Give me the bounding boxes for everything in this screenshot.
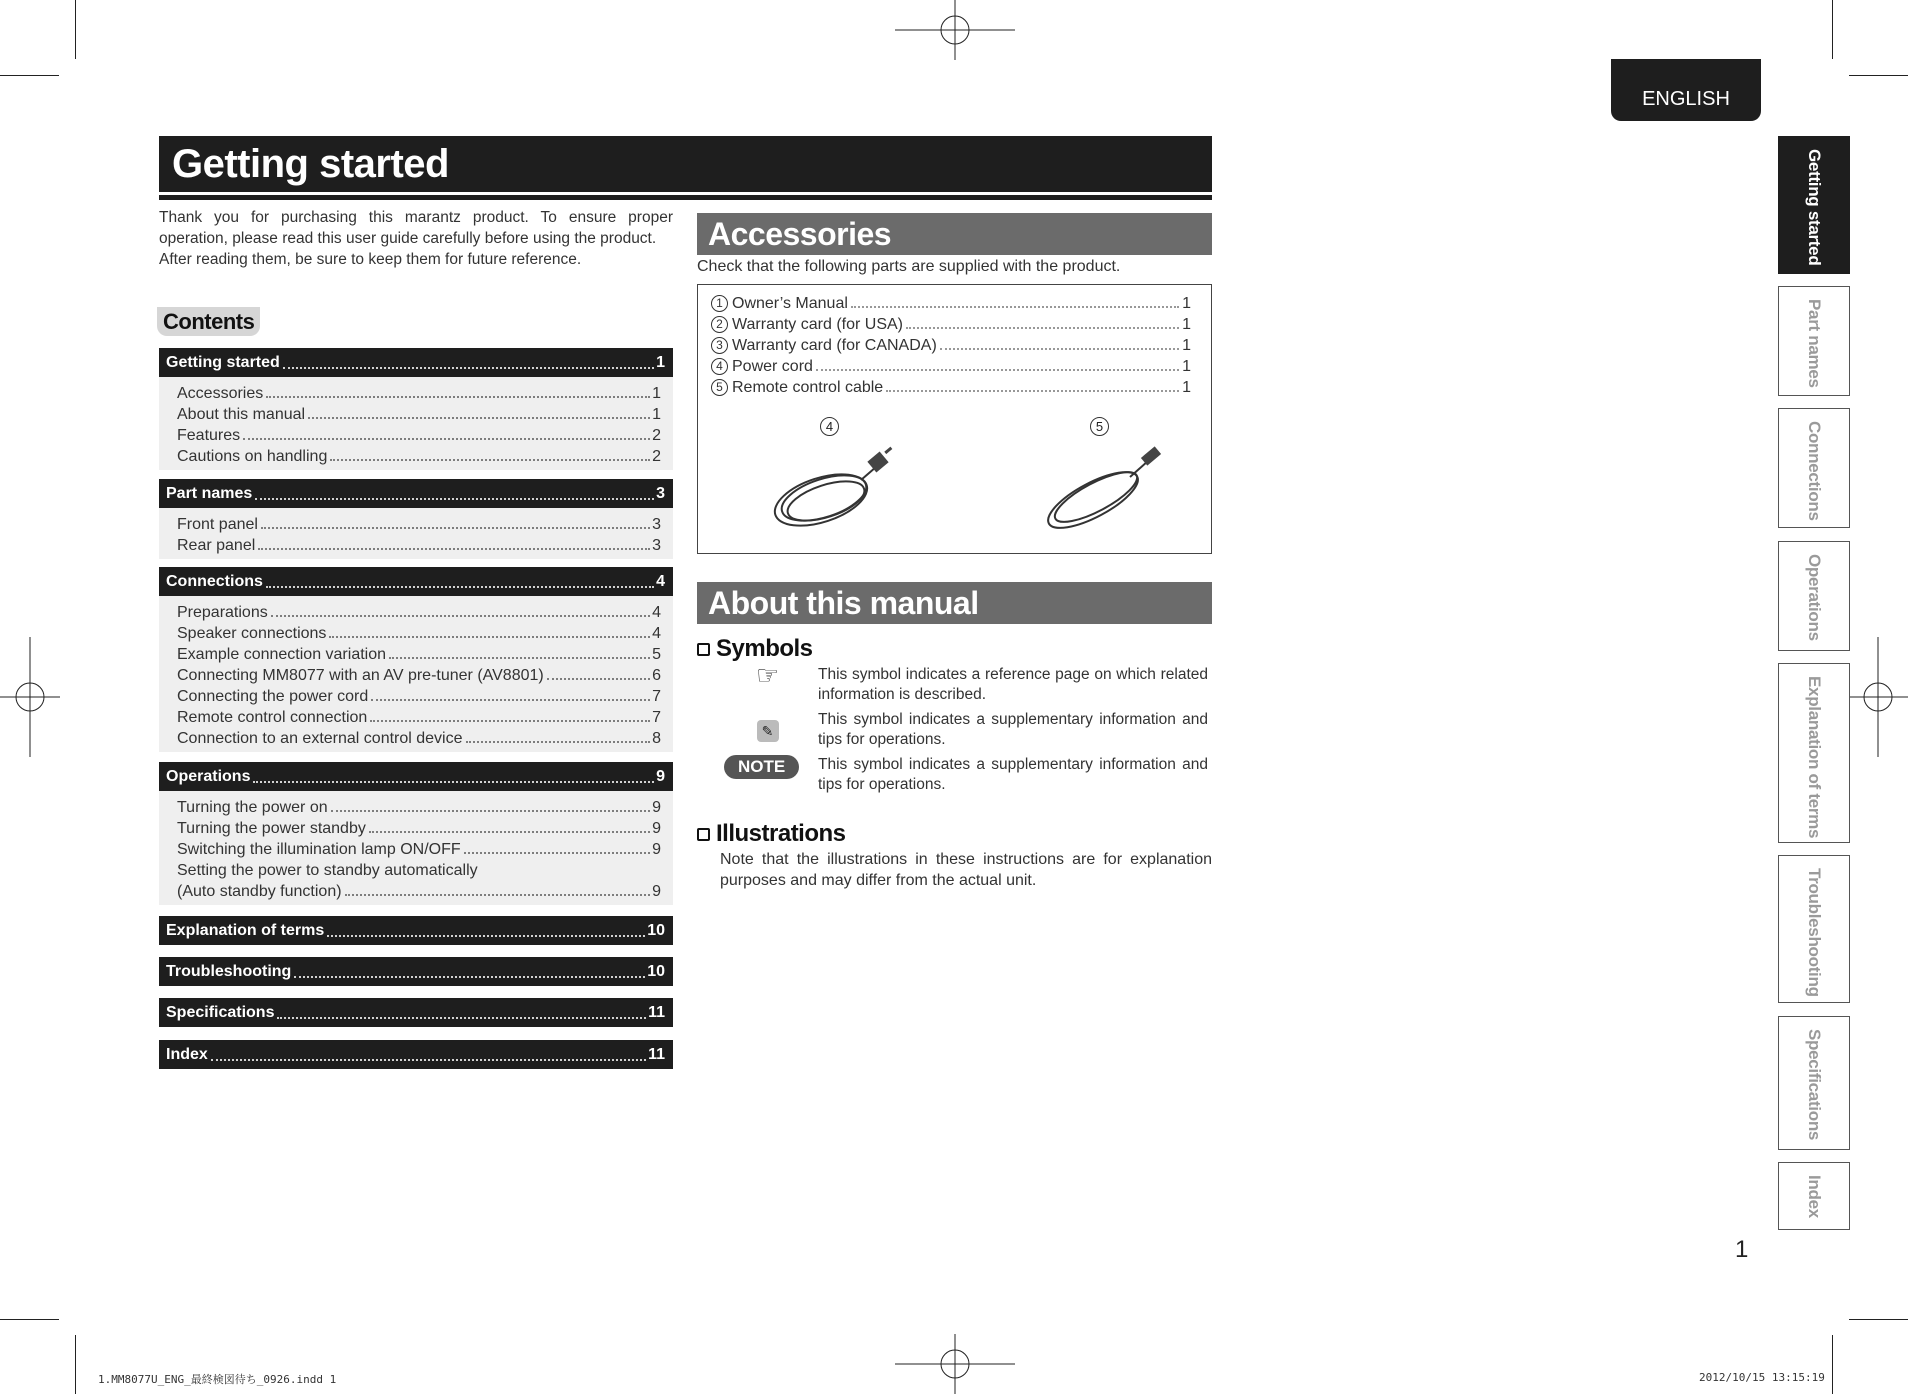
- toc-item[interactable]: Front panel 3: [177, 516, 661, 533]
- toc-item[interactable]: Connection to an external control device 8: [177, 730, 661, 747]
- intro-paragraph: After reading them, be sure to keep them for future reference.: [159, 251, 582, 268]
- toc-item[interactable]: Turning the power on 9: [177, 799, 661, 816]
- symbol-row: [717, 660, 1208, 705]
- toc-section-title: Index: [166, 1045, 208, 1063]
- toc-section-title: Troubleshooting: [166, 962, 292, 980]
- toc-page-number: 11: [648, 1045, 665, 1063]
- toc-item[interactable]: Accessories 1: [177, 385, 661, 402]
- symbol-description: This symbol indicates a supplementary information and tips for operations.: [818, 711, 1208, 748]
- side-tab-operations[interactable]: Operations: [1778, 541, 1850, 651]
- side-tab-connections[interactable]: Connections: [1778, 408, 1850, 528]
- toc-section-troubleshooting: [159, 957, 673, 986]
- toc-item[interactable]: Remote control connection 7: [177, 709, 661, 726]
- toc-page-number: 1: [656, 353, 665, 371]
- language-tab: ENGLISH: [1611, 59, 1761, 121]
- remote-cable-label: 5: [1090, 417, 1109, 436]
- page-number: 1: [1735, 1236, 1749, 1263]
- illustrations-heading: Illustrations: [697, 820, 846, 848]
- toc-page-number: 3: [656, 484, 665, 502]
- toc-section-header[interactable]: [159, 762, 673, 791]
- toc-section-header[interactable]: [159, 957, 673, 986]
- pencil-note-icon: ✎: [757, 720, 779, 742]
- toc-section-header[interactable]: [159, 479, 673, 508]
- toc-item[interactable]: Switching the illumination lamp ON/OFF 9: [177, 841, 661, 858]
- toc-page-number: 10: [647, 921, 665, 939]
- accessories-box: [697, 284, 1212, 554]
- remote-cable-illustration: [1038, 445, 1168, 535]
- intro-text: [159, 207, 673, 270]
- registration-mark-left: [0, 637, 60, 757]
- toc-section-header[interactable]: [159, 916, 673, 945]
- pointing-hand-icon: ☞: [755, 660, 780, 690]
- toc-page-number: 9: [656, 767, 665, 785]
- intro-paragraph: Thank you for purchasing this marantz product. To ensure proper operation, please read this user guide carefully before using the product.: [159, 209, 673, 247]
- registration-mark-bottom: [895, 1334, 1015, 1394]
- symbol-description: This symbol indicates a supplementary information and tips for operations.: [818, 756, 1208, 793]
- toc-page-number: 11: [648, 1003, 665, 1021]
- toc-section-index: [159, 1040, 673, 1069]
- toc-section-title: Getting started: [166, 353, 280, 371]
- toc-section-header[interactable]: [159, 1040, 673, 1069]
- side-tab-specifications[interactable]: Specifications: [1778, 1016, 1850, 1150]
- side-tab-explanation-of-terms[interactable]: Explanation of terms: [1778, 663, 1850, 843]
- contents-label: Contents: [157, 307, 260, 336]
- side-tab-index[interactable]: Index: [1778, 1162, 1850, 1230]
- toc-item[interactable]: About this manual 1: [177, 406, 661, 423]
- accessories-intro: Check that the following parts are supplied with the product.: [697, 258, 1121, 275]
- page-title: Getting started: [159, 136, 1212, 192]
- toc-section-header[interactable]: [159, 348, 673, 377]
- side-tab-troubleshooting[interactable]: Troubleshooting: [1778, 855, 1850, 1003]
- toc-item[interactable]: Features 2: [177, 427, 661, 444]
- toc-item[interactable]: Preparations 4: [177, 604, 661, 621]
- toc-section-title: Connections: [166, 572, 263, 590]
- toc-item[interactable]: Connecting MM8077 with an AV pre-tuner (AV8801) 6: [177, 667, 661, 684]
- accessory-item: 1 Owner’s Manual 1: [711, 293, 1191, 314]
- toc-section-header[interactable]: [159, 567, 673, 596]
- accessory-item: 5 Remote control cable 1: [711, 377, 1191, 398]
- toc-item[interactable]: Rear panel 3: [177, 537, 661, 554]
- accessories-title: Accessories: [697, 213, 1212, 255]
- registration-mark-top: [895, 0, 1015, 60]
- power-cord-illustration: [766, 445, 901, 535]
- side-tab-getting-started[interactable]: Getting started: [1778, 136, 1850, 274]
- toc-section-getting-started: [159, 348, 673, 470]
- accessory-item: 4 Power cord 1: [711, 356, 1191, 377]
- toc-item[interactable]: Speaker connections 4: [177, 625, 661, 642]
- toc-page-number: 4: [656, 572, 665, 590]
- toc-item[interactable]: Turning the power standby 9: [177, 820, 661, 837]
- toc-section-title: Operations: [166, 767, 251, 785]
- toc-section-explanation-of-terms: [159, 916, 673, 945]
- toc-section-title: Part names: [166, 484, 253, 502]
- toc-section-connections: [159, 567, 673, 752]
- footer-file: 1.MM8077U_ENG_最終検図待ち_0926.indd 1: [98, 1373, 337, 1386]
- accessory-item: 2 Warranty card (for USA) 1: [711, 314, 1191, 335]
- note-badge: NOTE: [724, 755, 799, 779]
- toc-item[interactable]: (Auto standby function) 9: [177, 883, 661, 900]
- symbols-heading: Symbols: [697, 635, 813, 663]
- toc-section-operations: [159, 762, 673, 905]
- toc-item[interactable]: Example connection variation 5: [177, 646, 661, 663]
- symbol-row: [717, 710, 1208, 750]
- toc-section-header[interactable]: [159, 998, 673, 1027]
- toc-item-line[interactable]: Setting the power to standby automatically: [177, 862, 478, 879]
- toc-section-part-names: [159, 479, 673, 559]
- toc-section-title: Explanation of terms: [166, 921, 325, 939]
- illustrations-text: Note that the illustrations in these instructions are for explanation purposes and may differ from the actual unit.: [720, 851, 1212, 889]
- toc-page-number: 10: [647, 962, 665, 980]
- footer-timestamp: 2012/10/15 13:15:19: [1699, 1371, 1825, 1384]
- registration-mark-right: [1848, 637, 1908, 757]
- about-title: About this manual: [697, 582, 1212, 624]
- toc-section-specifications: [159, 998, 673, 1027]
- side-tab-part-names[interactable]: Part names: [1778, 286, 1850, 396]
- title-rule: [159, 195, 1212, 200]
- power-cord-label: 4: [820, 417, 839, 436]
- accessory-item: 3 Warranty card (for CANADA) 1: [711, 335, 1191, 356]
- toc-item[interactable]: Cautions on handling 2: [177, 448, 661, 465]
- toc-section-title: Specifications: [166, 1003, 275, 1021]
- toc-item[interactable]: Connecting the power cord 7: [177, 688, 661, 705]
- symbol-description: This symbol indicates a reference page on which related information is described.: [818, 666, 1208, 703]
- symbol-row: [717, 755, 1208, 795]
